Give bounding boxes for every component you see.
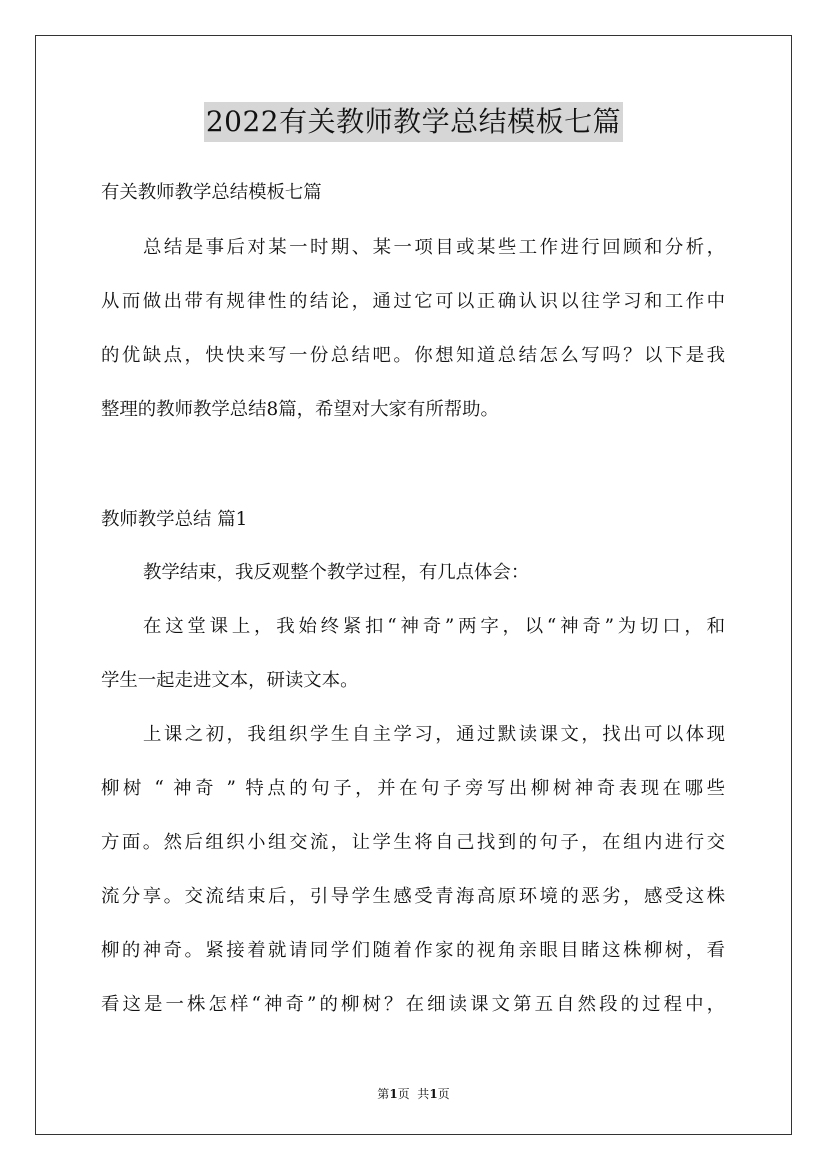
body-line-9: 看这是一株怎样“神奇”的柳树？在细读课文第五自然段的过程中， xyxy=(101,994,725,1015)
footer-page-current: 1 xyxy=(389,1087,398,1101)
footer-suffix: 页 xyxy=(437,1087,450,1101)
body-line-3: 学生一起走进文本，研读文本。 xyxy=(101,670,359,691)
document-subtitle: 有关教师教学总结模板七篇 xyxy=(101,182,322,203)
intro-line-4: 整理的教师教学总结8篇，希望对大家有所帮助。 xyxy=(101,399,499,420)
intro-line-2: 从而做出带有规律性的结论，通过它可以正确认识以往学习和工作中 xyxy=(101,291,725,312)
body-line-2: 在这堂课上，我始终紧扣“神奇”两字，以“神奇”为切口，和 xyxy=(143,616,725,637)
body-line-5: 柳树 “ 神奇 ” 特点的句子，并在句子旁写出柳树神奇表现在哪些 xyxy=(101,778,725,799)
body-line-4: 上课之初，我组织学生自主学习，通过默读课文，找出可以体现 xyxy=(143,724,725,745)
body-line-6: 方面。然后组织小组交流，让学生将自己找到的句子，在组内进行交 xyxy=(101,832,725,853)
body-line-8: 柳的神奇。紧接着就请同学们随着作家的视角亲眼目睹这株柳树，看 xyxy=(101,940,725,961)
footer-page-total: 1 xyxy=(429,1087,438,1101)
footer-prefix: 第 xyxy=(377,1087,390,1101)
title-container xyxy=(0,102,827,142)
body-line-7: 流分享。交流结束后，引导学生感受青海高原环境的恶劣，感受这株 xyxy=(101,886,725,907)
page-footer xyxy=(0,1086,827,1102)
section-heading: 教师教学总结 篇1 xyxy=(101,509,248,530)
intro-line-3: 的优缺点，快快来写一份总结吧。你想知道总结怎么写吗？以下是我 xyxy=(101,345,725,366)
body-line-1: 教学结束，我反观整个教学过程，有几点体会： xyxy=(143,562,530,583)
document-title: 2022有关教师教学总结模板七篇 xyxy=(204,102,623,142)
footer-mid: 页 共 xyxy=(397,1087,430,1101)
intro-line-1: 总结是事后对某一时期、某一项目或某些工作进行回顾和分析， xyxy=(143,237,725,258)
